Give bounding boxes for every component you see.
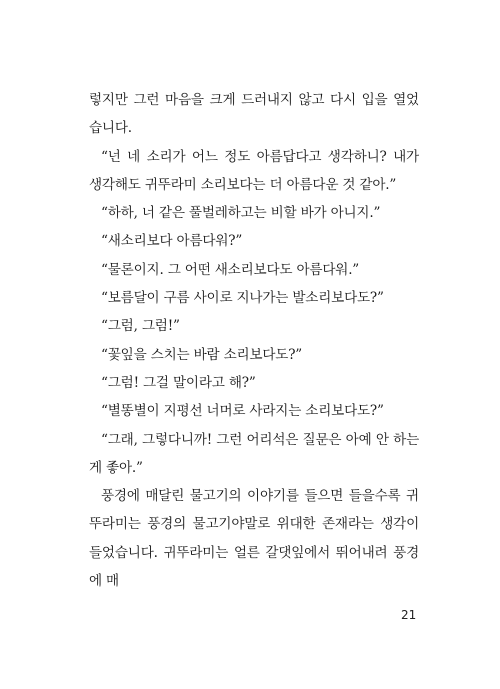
paragraph: “물론이지. 그 어떤 새소리보다도 아름다워.”	[101, 261, 360, 278]
body-text	[89, 86, 419, 595]
paragraph: 렇지만 그런 마음을 크게 드러내지 않고 다시 입을 열었습니다.	[89, 92, 419, 137]
paragraph: “꽃잎을 스치는 바람 소리보다도?”	[101, 346, 303, 363]
paragraph: “보름달이 구름 사이로 지나가는 발소리보다도?”	[101, 290, 384, 307]
page-number: 21	[401, 608, 417, 622]
paragraph: 풍경에 매달린 물고기의 이야기를 들으면 들을수록 귀뚜라미는 풍경의 물고기야말로 위대한 존재라는 생각이 들었습니다. 귀뚜라미는 얼른 갈댓잎에서 뛰어내려 풍경에 매	[89, 488, 419, 590]
paragraph: “그럼! 그걸 말이라고 해?”	[101, 374, 256, 391]
paragraph: “별똥별이 지평선 너머로 사라지는 소리보다도?”	[101, 403, 384, 420]
paragraph: “그래, 그렇다니까! 그런 어리석은 질문은 아예 안 하는 게 좋아.”	[89, 431, 419, 476]
paragraph: “새소리보다 아름다워?”	[101, 233, 243, 250]
paragraph: “그럼, 그럼!”	[101, 318, 180, 335]
paragraph: “하하, 너 같은 풀벌레하고는 비할 바가 아니지.”	[101, 205, 381, 222]
paragraph: “넌 네 소리가 어느 정도 아름답다고 생각하니? 내가 생각해도 귀뚜라미 소리보다는 더 아름다운 것 같아.”	[89, 148, 419, 193]
